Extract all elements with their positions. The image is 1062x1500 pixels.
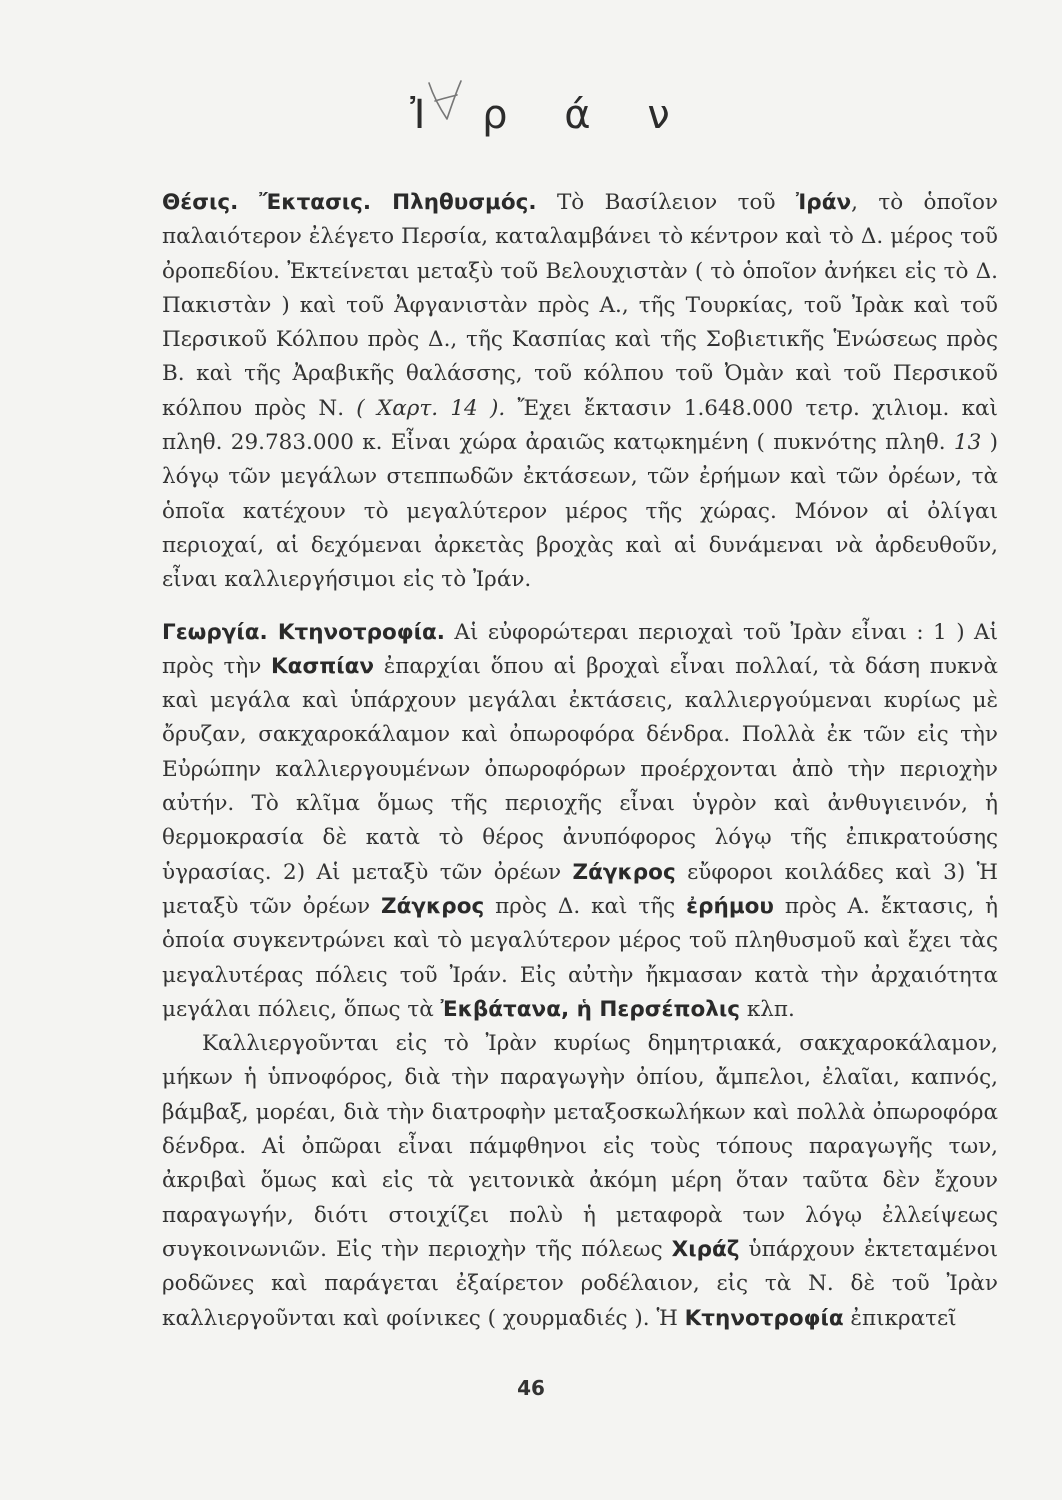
text-run: κλπ.	[739, 996, 795, 1022]
text-run: ὑπάρχουν ἐκτεταμένοι ροδῶνες καὶ παράγεται ἐξαίρετον ροδέλαιον, εἰς τὰ Ν. δὲ τοῦ Ἰρὰν καλλιεργοῦνται καὶ φοίνικες ( χουρμαδιές ). Ἡ	[162, 1236, 998, 1331]
map-reference: ( Χαρτ. 14 ).	[356, 395, 506, 421]
section-heading: Γεωργία. Κτηνοτροφία.	[162, 619, 445, 645]
bold-term: Ζάγκρος	[572, 859, 676, 885]
text-run: Καλλιεργοῦνται εἰς τὸ Ἰρὰν κυρίως δημητριακά, σακχαροκάλαμον, μήκων ἡ ὑπνοφόρος, διὰ τὴν παραγωγὴν ὀπίου, ἄμπελοι, ἐλαῖαι, καπνός, βάμβαξ, μορέαι, διὰ τὴν διατροφὴν μεταξοσκωλήκων καὶ πολλὰ ὀπωροφόρα δένδρα. Αἱ ὀπῶραι εἶναι πάμφθηνοι εἰς τοὺς τόπους παραγωγῆς των, ἀκριβαὶ ὅμως καὶ εἰς τὰ γειτονικὰ ἀκόμη μέρη ὅταν ταῦτα δὲν ἔχουν παραγωγήν, διότι στοιχίζει πολὺ ἡ μεταφορὰ των λόγῳ ἐλλείψεως συγκοινωνιῶν. Εἰς τὴν περιοχὴν τῆς πόλεως	[162, 1031, 998, 1262]
paragraph-location	[162, 186, 998, 598]
text-run: ) λόγῳ τῶν μεγάλων στεππωδῶν ἐκτάσεων, τῶν ἐρήμων καὶ τῶν ὀρέων, τὰ ὁποῖα κατέχουν τὸ μεγαλύτερον μέρος τῆς χώρας. Μόνον αἱ ὀλίγαι περιοχαί, αἱ δεχόμεναι ἀρκετὰς βροχὰς καὶ αἱ δυνάμεναι νὰ ἀρδευθοῦν, εἶναι καλλιεργήσιμοι εἰς τὸ Ἰράν.	[162, 430, 998, 593]
bold-term: Κτηνοτροφία	[684, 1305, 844, 1331]
bold-term: Κασπίαν	[271, 653, 374, 679]
bold-term: Ἰράν	[795, 190, 852, 215]
bold-term: Ἐκβάτανα, ἡ Περσέπολις	[440, 996, 740, 1022]
text-run: πρὸς Α. ἔκτασις, ἡ ὁποία συγκεντρώνει καὶ τὸ μεγαλύτερον μέρος τοῦ πληθυσμοῦ καὶ ἔχει τὰς μεγαλυτέρας πόλεις τοῦ Ἰράν. Εἰς αὐτὴν ἤκμασαν κατὰ τὴν ἀρχαιότητα μεγάλαι πόλεις, ὅπως τὰ	[162, 893, 998, 1022]
text-run: πρὸς Δ. καὶ τῆς	[484, 893, 687, 919]
bold-term: Χιράζ	[671, 1236, 740, 1262]
paragraph-agriculture	[162, 616, 998, 1028]
bold-term: Ζάγκρος	[381, 893, 485, 919]
section-heading: Θέσις. Ἔκτασις. Πληθυσμός.	[162, 190, 537, 215]
text-run: ἐπικρατεῖ	[843, 1305, 957, 1331]
text-run: Ἔχει ἔκτασιν 1.648.000 τετρ. χιλιομ. καὶ πληθ. 29.783.000 κ. Εἶναι χώρα ἀραιῶς κατῳκημένη ( πυκνότης πληθ.	[162, 395, 998, 456]
page-title: Ἰ ρ ά ν	[410, 92, 692, 138]
text-run: , τὸ ὁποῖον παλαιότερον ἐλέγετο Περσία, καταλαμβάνει τὸ κέντρον καὶ τὸ Δ. μέρος τοῦ ὀροπεδίου. Ἐκτείνεται μεταξὺ τοῦ Βελουχιστὰν ( τὸ ὁποῖον ἀνήκει εἰς τὸ Δ. Πακιστὰν ) καὶ τοῦ Ἀφγανιστὰν πρὸς Α., τῆς Τουρκίας, τοῦ Ἰρὰκ καὶ τοῦ Περσικοῦ Κόλπου πρὸς Δ., τῆς Κασπίας καὶ τῆς Σοβιετικῆς Ἑνώσεως πρὸς Β. καὶ τῆς Ἀραβικῆς θαλάσσης, τοῦ κόλπου τοῦ Ὀμὰν καὶ τοῦ Περσικοῦ κόλπου πρὸς Ν.	[162, 190, 998, 421]
text-run: Αἱ εὐφορώτεραι περιοχαὶ τοῦ Ἰρὰν εἶναι : 1 ) Αἱ πρὸς τὴν	[162, 619, 999, 679]
page-number: 46	[517, 1376, 545, 1400]
paragraph-crops	[162, 1027, 998, 1336]
article-body	[162, 186, 998, 1336]
text-run: εὔφοροι κοιλάδες καὶ 3) Ἡ μεταξὺ τῶν ὀρέων	[162, 859, 998, 919]
density-value: 13	[953, 430, 982, 456]
text-run: ἐπαρχίαι ὅπου αἱ βροχαὶ εἶναι πολλαί, τὰ δάση πυκνὰ καὶ μεγάλα καὶ ὑπάρχουν μεγάλαι ἐκτάσεις, καλλιεργούμεναι κυρίως μὲ ὄρυζαν, σακχαροκάλαμον καὶ ὀπωροφόρα δένδρα. Πολλὰ ἐκ τῶν εἰς τὴν Εὐρώπην καλλιεργουμένων ὀπωροφόρων προέρχονται ἀπὸ τὴν περιοχὴν αὐτήν. Τὸ κλῖμα ὅμως τῆς περιοχῆς εἶναι ὑγρὸν καὶ ἀνθυγιεινόν, ἡ θερμοκρασία δὲ κατὰ τὸ θέρος ἀνυπόφορος λόγῳ τῆς ἐπικρατούσης ὑγρασίας. 2) Αἱ μεταξὺ τῶν ὀρέων	[162, 653, 998, 885]
text-run: Τὸ Βασίλειον τοῦ	[536, 190, 796, 215]
bold-term: ἐρήμου	[686, 893, 774, 919]
